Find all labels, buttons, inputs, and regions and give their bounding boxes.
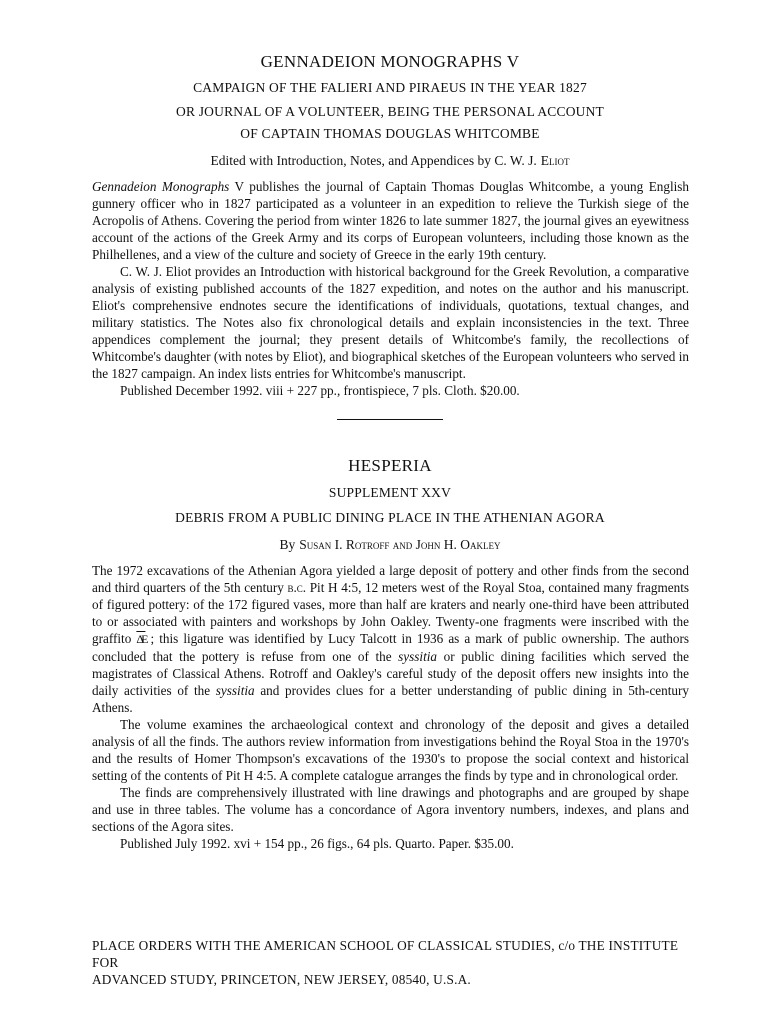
footer-line-1: PLACE ORDERS WITH THE AMERICAN SCHOOL OF CLASSICAL STUDIES, c/o THE INSTITUTE FOR — [92, 938, 679, 970]
section-divider — [337, 419, 443, 420]
editor-prefix: Edited with Introduction, Notes, and Appendices by C. W. J. — [210, 153, 537, 168]
supplement-label: SUPPLEMENT XXV — [328, 485, 452, 500]
hesperia-published: Published July 1992. xvi + 154 pp., 26 figs., 64 pls. Quarto. Paper. $35.00. — [120, 836, 514, 851]
authors-line — [0, 536, 780, 554]
by-label: By — [279, 537, 296, 552]
hesperia-p1-e: and provides clues for a better understanding of public dining in 5th-century Athens. — [92, 683, 689, 715]
authors: Susan I. Rotroff and John H. Oakley — [299, 537, 501, 552]
hesperia-description — [92, 562, 689, 852]
series-name: Gennadeion Monographs — [92, 179, 230, 194]
monograph-subtitle-3: OF CAPTAIN THOMAS DOUGLAS WHITCOMBE — [240, 126, 540, 141]
monograph-subtitle-1-wrap — [0, 80, 780, 96]
hesperia-subtitle-wrap — [0, 510, 780, 526]
hesperia-p1-b: Pit H 4:5, 12 meters west of the Royal Stoa, contained many fragments of figured pottery: of the 172 figured vases, more than half are kraters and nearly one-third have been attributed to or associated with painters and workshops by John Oakley. Twenty-one fragments were inscribed with the graffito — [92, 580, 689, 646]
monograph-published: Published December 1992. viii + 227 pp., frontispiece, 7 pls. Cloth. $20.00. — [120, 383, 520, 398]
monograph-title: GENNADEION MONOGRAPHS V — [260, 52, 520, 71]
hesperia-title: HESPERIA — [348, 456, 432, 475]
monograph-paragraph-1-text: V publishes the journal of Captain Thomas Douglas Whitcombe, a young English gunnery officer who in 1827 participated as a volunteer in an expedition to relieve the Turkish siege of the Acropolis of Athens. Covering the period from winter 1826 to late summer 1827, the journal gives an eyewitness account of the actions of the Greek Army and its corps of European volunteers, including those known as the Philhellenes, and a view of the culture and society of Greece in the early 19th century. — [92, 179, 689, 262]
bc-label: b.c. — [287, 580, 307, 595]
supplement-wrap — [0, 485, 780, 501]
section1-heading — [0, 52, 780, 72]
footer-line-2: ADVANCED STUDY, PRINCETON, NEW JERSEY, 08540, U.S.A. — [92, 972, 471, 987]
syssitia-term-1: syssitia — [398, 649, 438, 664]
syssitia-term-2: syssitia — [215, 683, 255, 698]
hesperia-p1-c: ; this ligature was identified by Lucy Talcott in 1936 as a mark of public ownership. The authors concluded that the pottery is refuse from one of the — [92, 631, 689, 664]
graffito-ligature: $\overline{\Delta E}$ — [136, 632, 146, 646]
order-footer — [92, 937, 692, 988]
monograph-paragraph-2: C. W. J. Eliot provides an Introduction with historical background for the Greek Revolution, a comparative analysis of existing published accounts of the 1827 expedition, and notes on the author and his manuscript. Eliot's comprehensive endnotes secure the identifications of individuals, quotations, textual changes, and military statistics. The Notes also fix chronological details and explain inconsistencies in the text. Three appendices complement the journal; they present details of Whitcombe's family, the recollections of Whitcombe's daughter (with notes by Eliot), and biographical sketches of the European volunteers who served in the 1827 campaign. An index lists entries for Whitcombe's manuscript. — [92, 264, 689, 381]
hesperia-paragraph-3: The finds are comprehensively illustrated with line drawings and photographs and are grouped by shape and use in three tables. The volume has a concordance of Agora inventory numbers, indexes, and plans and sections of the Agora sites. — [92, 785, 689, 834]
monograph-subtitle-3-wrap — [0, 126, 780, 142]
editor-name: Eliot — [540, 153, 570, 168]
monograph-subtitle-2-wrap — [0, 104, 780, 120]
hesperia-paragraph-1 — [92, 562, 689, 716]
editor-line — [0, 152, 780, 170]
monograph-paragraph-1 — [92, 178, 689, 263]
monograph-description — [92, 178, 689, 399]
hesperia-p1-a: The 1972 excavations of the Athenian Agora yielded a large deposit of pottery and other finds from the second and third quarters of the 5th century — [92, 563, 689, 595]
hesperia-p1-d: or public dining facilities which served the magistrates of Classical Athens. Rotroff and Oakley's careful study of the deposit offers new insights into the daily activities of the — [92, 649, 689, 698]
hesperia-subtitle: DEBRIS FROM A PUBLIC DINING PLACE IN THE ATHENIAN AGORA — [175, 510, 605, 525]
monograph-subtitle-1: CAMPAIGN OF THE FALIERI AND PIRAEUS IN THE YEAR 1827 — [193, 80, 587, 95]
section2-heading — [0, 456, 780, 476]
hesperia-paragraph-2: The volume examines the archaeological context and chronology of the deposit and gives a detailed analysis of all the finds. The authors review information from investigations behind the Royal Stoa in the 1970's and the results of Homer Thompson's excavations of the 1930's to propose the social context and historical setting of the contents of Pit H 4:5. A complete catalogue arranges the finds by type and in chronological order. — [92, 717, 689, 783]
monograph-subtitle-2: OR JOURNAL OF A VOLUNTEER, BEING THE PERSONAL ACCOUNT — [176, 104, 604, 119]
